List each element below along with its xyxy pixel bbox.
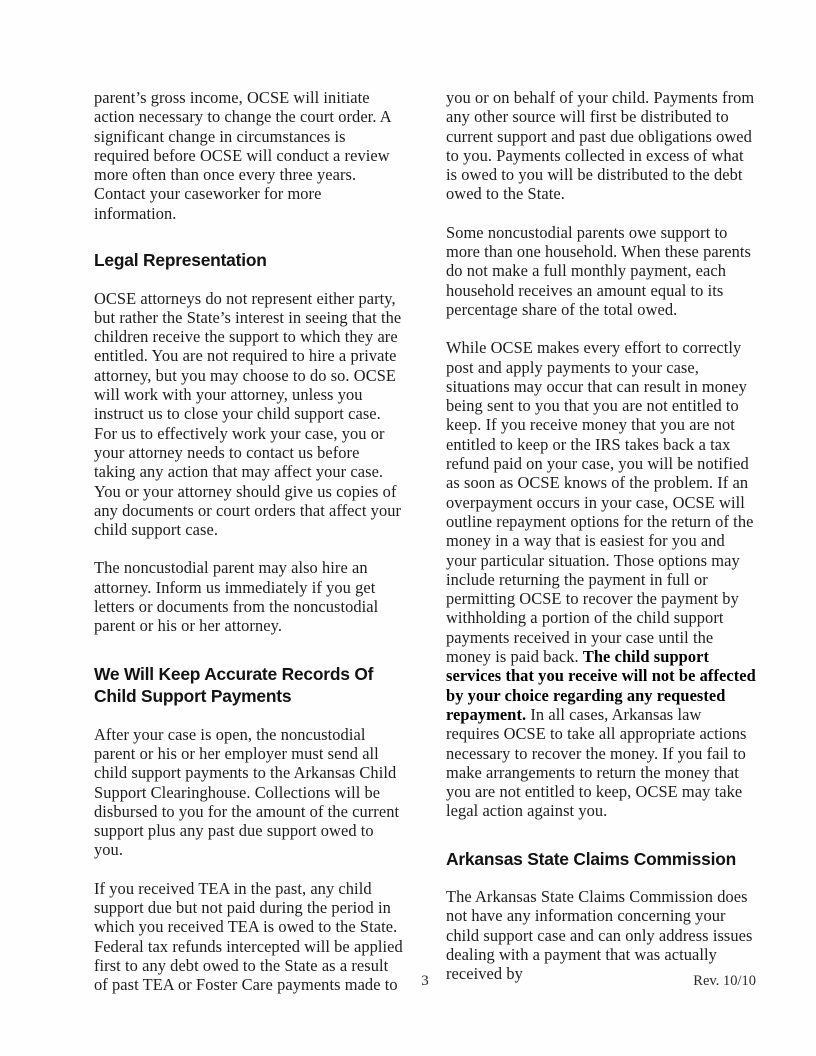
page-number: 3 bbox=[421, 973, 429, 989]
overpayment-emphasis-services-unaffected: The child support services that you receive will not be affected by your choice regarding any requested repayment. bbox=[446, 647, 756, 724]
paragraph-overpayment bbox=[446, 338, 756, 820]
revision-date: Rev. 10/10 bbox=[693, 973, 756, 989]
heading-accurate-records: We Will Keep Accurate Records Of Child Support Payments bbox=[94, 663, 374, 707]
paragraph-multiple-households: Some noncustodial parents owe support to more than one household. When these parents do not make a full monthly payment, each household receives an amount equal to its percentage share of the total owed. bbox=[446, 222, 751, 319]
heading-legal-representation: Legal Representation bbox=[94, 250, 267, 271]
paragraph-tea-past: If you received TEA in the past, any child support due but not paid during the period in which you received TEA is owed to the State. Federal tax refunds intercepted will be applied first to any debt owed to the State as a result of past TEA or Foster Care payments made to bbox=[94, 878, 403, 995]
paragraph-ocse-attorneys: OCSE attorneys do not represent either party, but rather the State’s interest in seeing that the children receive the support to which they are entitled. You are not required to hire a private attorney, but you may choose to do so. OCSE will work with your attorney, unless you instruct us to close your child support case. For us to effectively work your case, you or your attorney needs to contact us before taking any action that may affect your case. You or your attorney should give us copies of any documents or court orders that affect your child support case. bbox=[94, 288, 402, 540]
paragraph-continued-from-previous-page: parent’s gross income, OCSE will initiate action necessary to change the court order. A significant change in circumstances is required before OCSE will conduct a review more often than once every three years. Contact your caseworker for more information. bbox=[94, 88, 391, 223]
left-column bbox=[94, 88, 404, 995]
page-footer bbox=[94, 972, 756, 994]
paragraph-payment-distribution: you or on behalf of your child. Payments from any other source will first be distributed to current support and past due obligations owed to you. Payments collected in excess of what is owed to you will be distributed to the debt owed to the State. bbox=[446, 88, 755, 204]
overpayment-text-after-bold: In all cases, Arkansas law requires OCSE to take all appropriate actions necessary to recover the money. If you fail to make arrangements to return the money that you are not entitled to keep, OCSE may take legal action against you. bbox=[446, 704, 747, 821]
overpayment-text-before-bold: While OCSE makes every effort to correctly post and apply payments to your case, situations may occur that can result in money being sent to you that you are not entitled to keep. If you receive money that you are not entitled to keep or the IRS takes back a tax refund paid on your case, you will be notified as soon as OCSE knows of the problem. If an overpayment occurs in your case, OCSE will outline repayment options for the return of the money in a way that is easiest for you and your particular situation. Those options may include returning the payment in full or permitting OCSE to recover the payment by withholding a portion of the child support payments received in your case until the money is paid back. bbox=[446, 338, 754, 667]
heading-arkansas-state-claims-commission: Arkansas State Claims Commission bbox=[446, 848, 737, 869]
paragraph-clearinghouse: After your case is open, the noncustodial parent or his or her employer must send all child support payments to the Arkansas Child Support Clearinghouse. Collections will be disbursed to you for the amount of the current support plus any past due support owed to you. bbox=[94, 724, 400, 860]
paragraph-noncustodial-parent-attorney: The noncustodial parent may also hire an attorney. Inform us immediately if you get letters or documents from the noncustodial parent or his or her attorney. bbox=[94, 558, 379, 636]
paragraph-claims-commission: The Arkansas State Claims Commission does not have any information concerning your child support case and can only address issues dealing with a payment that was actually received by bbox=[446, 887, 753, 984]
